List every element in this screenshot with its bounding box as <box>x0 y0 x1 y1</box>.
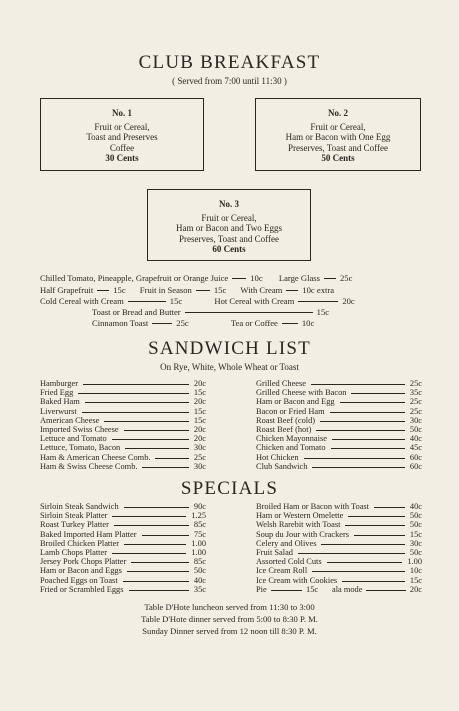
item-name: Ham or Bacon and Eggs <box>40 566 122 576</box>
item-price: 15c <box>193 415 206 425</box>
item-price: 20c <box>342 296 355 306</box>
item-price: 60c <box>409 452 422 462</box>
sandwich-list-right <box>256 379 422 471</box>
combo-price: 30 Cents <box>105 153 139 163</box>
breakfast-title: CLUB BREAKFAST <box>138 52 321 73</box>
leader-line <box>320 421 405 422</box>
item-price: 50c <box>409 511 422 521</box>
item-name: Roast Turkey Platter <box>40 520 109 530</box>
item-name: Chicken Mayonnaise <box>256 434 327 444</box>
item-name: Ham or Bacon and Egg <box>256 397 335 407</box>
item-price: 15c <box>213 285 227 295</box>
item-price: 45c <box>409 443 422 453</box>
item-name: ala mode <box>332 584 363 594</box>
item-name: Imported Swiss Cheese <box>40 424 119 434</box>
item-name: Ice Cream Roll <box>256 566 308 576</box>
item-price: 85c <box>193 557 206 567</box>
combo-line: Fruit or Cereal, <box>94 121 150 132</box>
combo-price: 60 Cents <box>212 244 246 254</box>
item-name: Roast Beef (cold) <box>256 415 316 425</box>
leader-line <box>374 507 405 508</box>
leader-line <box>104 421 189 422</box>
item-name: Lettuce and Tomato <box>40 434 107 444</box>
menu-item-row <box>40 397 206 406</box>
breakfast-served-hours: ( Served from 7:00 until 11:30 ) <box>172 76 287 86</box>
leader-line <box>345 525 405 526</box>
combo-line: Coffee <box>109 142 135 153</box>
sandwich-subtitle: On Rye, White, Whole Wheat or Toast <box>160 362 299 372</box>
sandwich-title: SANDWICH LIST <box>148 338 311 359</box>
item-name: Hot Cereal with Cream <box>214 296 295 306</box>
item-name: Roast Beef (hot) <box>256 424 312 434</box>
item-price: 25c <box>409 406 422 416</box>
leader-line <box>298 553 405 554</box>
leader-line <box>366 590 406 591</box>
menu-item-row <box>40 416 206 425</box>
combo-box-3 <box>147 189 311 261</box>
item-name: Half Grapefruit <box>40 285 94 295</box>
menu-item-row <box>256 397 422 406</box>
menu-item-row <box>40 557 206 566</box>
footer-line: Table D'Hote dinner served from 5:00 to 8:30 P. M. <box>141 614 318 624</box>
item-name: With Cream <box>240 285 283 295</box>
item-price: 25c <box>193 452 206 462</box>
menu-item-row <box>40 548 206 557</box>
item-name: Lamb Chops Platter <box>40 547 107 557</box>
menu-item-row <box>256 557 422 566</box>
item-price: 50c <box>409 520 422 530</box>
menu-item-row <box>40 539 206 548</box>
leader-line <box>304 458 405 459</box>
menu-item-row <box>256 462 422 471</box>
item-price: 90c <box>193 502 206 511</box>
item-name: Sirloin Steak Platter <box>40 511 108 521</box>
menu-item-row <box>40 462 206 471</box>
item-price: 15c <box>193 406 206 416</box>
leader-line <box>351 393 405 394</box>
item-name: Grilled Cheese with Bacon <box>256 388 347 398</box>
item-name: Ham or Western Omelette <box>256 511 344 521</box>
item-price: 15c <box>169 296 183 306</box>
menu-item-row <box>256 502 422 511</box>
menu-item-row <box>40 566 206 575</box>
item-price: 15c <box>409 575 422 585</box>
leader-line <box>142 535 189 536</box>
combo-number: No. 1 <box>112 108 132 118</box>
specials-list-right <box>256 502 422 594</box>
item-name: Broiled Chicken Platter <box>40 538 120 548</box>
item-price: 60c <box>409 461 422 471</box>
menu-item-row <box>256 407 422 416</box>
item-name: Grilled Cheese <box>256 379 307 388</box>
leader-line <box>114 525 189 526</box>
item-price: 20c <box>193 424 206 434</box>
item-price: 30c <box>409 415 422 425</box>
item-price: 25c <box>409 379 422 388</box>
item-name: Chilled Tomato, Pineapple, Grapefruit or Orange Juice <box>40 273 229 283</box>
item-name: Baked Ham <box>40 397 80 407</box>
leader-line <box>127 571 189 572</box>
menu-item-row <box>256 548 422 557</box>
combo-number: No. 2 <box>328 108 348 118</box>
item-price: 30c <box>193 443 206 453</box>
item-price: 25c <box>409 397 422 407</box>
item-price: 20c <box>193 434 206 444</box>
item-price: 10c extra <box>302 285 335 295</box>
leader-line <box>342 581 405 582</box>
item-name: Hot Chicken <box>256 452 299 462</box>
extras-line-toast <box>92 307 329 317</box>
combo-line: Ham or Bacon with One Egg <box>285 132 391 142</box>
item-name: Bacon or Fried Ham <box>256 406 325 416</box>
menu-item-row <box>256 539 422 548</box>
item-name: Hamburger <box>40 379 78 388</box>
item-price: 35c <box>409 388 422 398</box>
combo-line: Preserves, Toast and Coffee <box>287 142 388 153</box>
menu-item-row <box>256 453 422 462</box>
menu-item-row <box>256 379 422 388</box>
item-price: 40c <box>193 575 206 585</box>
item-price: 15c <box>316 307 330 317</box>
item-price: 15c <box>193 388 206 398</box>
combo-line: Fruit or Cereal, <box>201 212 257 223</box>
leader-line <box>332 439 405 440</box>
leader-line <box>85 402 189 403</box>
leader-line <box>124 507 189 508</box>
combo-line: Preserves, Toast and Coffee <box>178 233 279 244</box>
item-price: 75c <box>193 529 206 539</box>
leader-line <box>348 516 405 517</box>
item-price: 1.00 <box>407 557 422 567</box>
leader-line <box>311 384 405 385</box>
item-name: Club Sandwich <box>256 461 308 471</box>
menu-item-row <box>256 425 422 434</box>
item-price: 25c <box>176 318 189 328</box>
extras-line-cereal <box>40 296 355 306</box>
item-name: Cold Cereal with Cream <box>40 296 124 306</box>
leader-line <box>78 393 189 394</box>
item-price: 15c <box>409 529 422 539</box>
menu-item-row <box>256 530 422 539</box>
leader-line <box>330 412 405 413</box>
item-price: 25c <box>339 273 353 283</box>
item-name: Tea or Coffee <box>230 318 278 328</box>
item-price: 50c <box>409 547 422 557</box>
item-price: 30c <box>409 538 422 548</box>
combo-number: No. 3 <box>219 199 239 209</box>
menu-item-row <box>40 434 206 443</box>
sandwich-list-left <box>40 379 206 471</box>
combo-box-1 <box>40 98 204 171</box>
combo-line: Fruit or Cereal, <box>310 121 366 132</box>
footer-line: Sunday Dinner served from 12 noon till 8:30 P. M. <box>142 626 317 636</box>
menu-item-row <box>40 502 206 511</box>
item-price: 85c <box>193 520 206 530</box>
item-name: Jersey Pork Chops Platter <box>40 557 127 567</box>
item-name: Poached Eggs on Toast <box>40 575 118 585</box>
menu-item-row <box>40 585 206 594</box>
item-price: 40c <box>409 502 422 511</box>
menu-item-row <box>256 443 422 452</box>
extras-line-juice <box>40 273 352 283</box>
leader-line <box>321 544 405 545</box>
leader-line <box>354 535 405 536</box>
item-price: 1.25 <box>191 511 206 521</box>
menu-item-row <box>256 585 422 594</box>
extras-line-grapefruit <box>40 285 334 295</box>
leader-line <box>131 562 189 563</box>
leader-line <box>142 467 189 468</box>
menu-item-row <box>40 520 206 529</box>
item-name: Assorted Cold Cuts <box>256 557 322 567</box>
item-price: 20c <box>193 397 206 407</box>
menu-item-row <box>256 388 422 397</box>
item-price: 35c <box>193 584 206 594</box>
item-name: American Cheese <box>40 415 100 425</box>
combo-box-2 <box>255 98 421 171</box>
item-name: Celery and Olives <box>256 538 317 548</box>
leader-line <box>312 467 405 468</box>
leader-line <box>83 384 189 385</box>
menu-item-row <box>256 566 422 575</box>
leader-line <box>271 590 302 591</box>
item-name: Cinnamon Toast <box>92 318 149 328</box>
menu-item-row <box>40 425 206 434</box>
leader-line <box>112 516 186 517</box>
leader-line <box>316 430 405 431</box>
menu-item-row <box>256 416 422 425</box>
specials-list-left <box>40 502 206 594</box>
item-name: Soup du Jour with Crackers <box>256 529 350 539</box>
item-price: 20c <box>193 379 206 388</box>
leader-line <box>331 448 405 449</box>
menu-item-row <box>40 576 206 585</box>
item-name: Fruit Salad <box>256 547 293 557</box>
menu-item-row <box>40 379 206 388</box>
menu-item-row <box>40 511 206 520</box>
item-price: 30c <box>193 461 206 471</box>
combo-price: 50 Cents <box>321 153 355 163</box>
menu-item-row <box>40 530 206 539</box>
item-name: Welsh Rarebit with Toast <box>256 520 341 530</box>
item-name: Ice Cream with Cookies <box>256 575 338 585</box>
item-price: 50c <box>193 566 206 576</box>
leader-line <box>82 412 189 413</box>
leader-line <box>112 553 186 554</box>
item-price: 15c <box>306 584 319 594</box>
leader-line <box>112 439 189 440</box>
leader-line <box>124 544 186 545</box>
menu-item-row <box>256 576 422 585</box>
leader-line <box>125 448 189 449</box>
item-name: Ham & American Cheese Comb. <box>40 452 151 462</box>
combo-line: Ham or Bacon and Two Eggs <box>176 223 282 233</box>
item-price: 1.00 <box>191 538 206 548</box>
leader-line <box>123 581 189 582</box>
menu-item-row <box>256 434 422 443</box>
item-name: Broiled Ham or Bacon with Toast <box>256 502 369 511</box>
item-price: 1.00 <box>191 547 206 557</box>
leader-line <box>155 458 189 459</box>
leader-line <box>124 430 189 431</box>
item-name: Pie <box>256 584 267 594</box>
menu-item-row <box>256 520 422 529</box>
item-name: Chicken and Tomato <box>256 443 326 453</box>
item-price: 10c <box>409 566 422 576</box>
extras-line-cinnamon <box>92 318 314 328</box>
item-name: Large Glass <box>278 273 320 283</box>
menu-item-row <box>40 388 206 397</box>
item-name: Fried Egg <box>40 388 74 398</box>
item-price: 20c <box>409 584 422 594</box>
menu-item-row <box>40 453 206 462</box>
combo-line: Toast and Preserves <box>86 132 158 142</box>
item-name: Baked Imported Ham Platter <box>40 529 137 539</box>
menu-item-row <box>40 407 206 416</box>
footer-line: Table D'Hote luncheon served from 11:30 to 3:00 <box>144 602 315 612</box>
item-price: 10c <box>250 273 263 283</box>
item-name: Fruit in Season <box>139 285 192 295</box>
leader-line <box>340 402 405 403</box>
specials-title: SPECIALS <box>180 478 279 499</box>
leader-line <box>129 590 189 591</box>
item-price: 10c <box>301 318 315 328</box>
item-name: Ham & Swiss Cheese Comb. <box>40 461 138 471</box>
item-name: Lettuce, Tomato, Bacon <box>40 443 121 453</box>
item-price: 15c <box>113 285 126 295</box>
item-name: Fried or Scrambled Eggs <box>40 584 124 594</box>
item-name: Sirloin Steak Sandwich <box>40 502 119 511</box>
leader-line <box>312 571 405 572</box>
leader-line <box>327 562 402 563</box>
item-price: 40c <box>409 434 422 444</box>
item-name: Toast or Bread and Butter <box>92 307 181 317</box>
menu-item-row <box>256 511 422 520</box>
menu-item-row <box>40 443 206 452</box>
item-name: Liverwurst <box>40 406 77 416</box>
item-price: 50c <box>409 424 422 434</box>
